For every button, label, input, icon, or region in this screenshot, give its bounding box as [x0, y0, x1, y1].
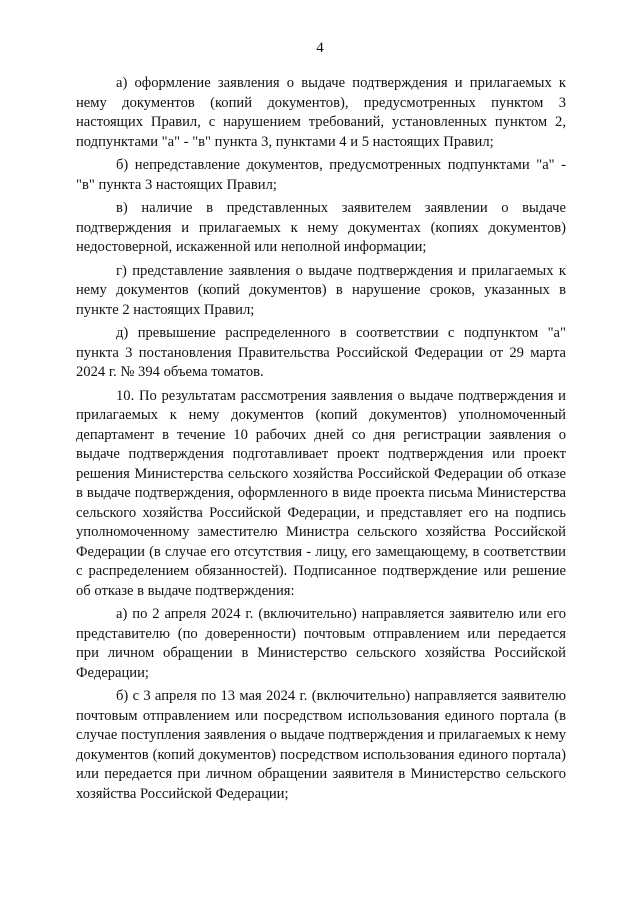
- page-number: 4: [316, 40, 324, 56]
- paragraph-item-v-inaccurate-info: в) наличие в представленных заявителем заявлении о выдаче подтверждения и прилагаемых к нему документах (копиях документов) недостоверной, искаженной или неполной информации;: [76, 200, 566, 255]
- paragraph-item-b-nonsubmission: б) непредставление документов, предусмотренных подпунктами "а" - "в" пункта 3 настоящих Правил;: [76, 157, 566, 193]
- paragraph-item-b-april-may: б) с 3 апреля по 13 мая 2024 г. (включительно) направляется заявителю почтовым отправлением или посредством использования единого портала (в случае поступления заявления о выдаче подтверждения и прилагаемых к нему документов (копий документов) посредством использования единого портала) или передается при личном обращении заявителя в Министерство сельского хозяйства Российской Федерации;: [76, 688, 566, 802]
- paragraph-item-a-violation: а) оформление заявления о выдаче подтверждения и прилагаемых к нему документов (копий документов), предусмотренных пунктом 3 настоящих Правил, с нарушением требований, установленных пунктом 2, подпунктами "а" - "в" пункта 3, пунктами 4 и 5 настоящих Правил;: [76, 75, 566, 150]
- paragraph-item-a-until-april: а) по 2 апреля 2024 г. (включительно) направляется заявителю или его представителю (по доверенности) почтовым отправлением или передается при личном обращении в Министерство сельского хозяйства Российской Федерации;: [76, 606, 566, 681]
- paragraph-clause-10: 10. По результатам рассмотрения заявления о выдаче подтверждения и прилагаемых к нему документов (копий документов) уполномоченный департамент в течение 10 рабочих дней со дня регистрации заявления о выдаче подтверждения подготавливает проект подтверждения или проект решения Министерства сельского хозяйства Российской Федерации об отказе в выдаче подтверждения, оформленного в виде проекта письма Министерства сельского хозяйства Российской Федерации, и представляет его на подпись уполномоченному заместителю Министра сельского хозяйства Российской Федерации (в случае его отсутствия - лицу, его замещающему, в соответствии с распределением обязанностей). Подписанное подтверждение или решение об отказе в выдаче подтверждения:: [76, 387, 566, 599]
- paragraph-item-g-deadline: г) представление заявления о выдаче подтверждения и прилагаемых к нему документов (копий документов) в нарушение сроков, указанных в пункте 2 настоящих Правил;: [76, 262, 566, 318]
- document-body: [76, 74, 566, 808]
- paragraph-item-d-volume-excess: д) превышение распределенного в соответствии с подпунктом "а" пункта 3 постановления Правительства Российской Федерации от 29 марта 2024 г. № 394 объема томатов.: [76, 325, 566, 380]
